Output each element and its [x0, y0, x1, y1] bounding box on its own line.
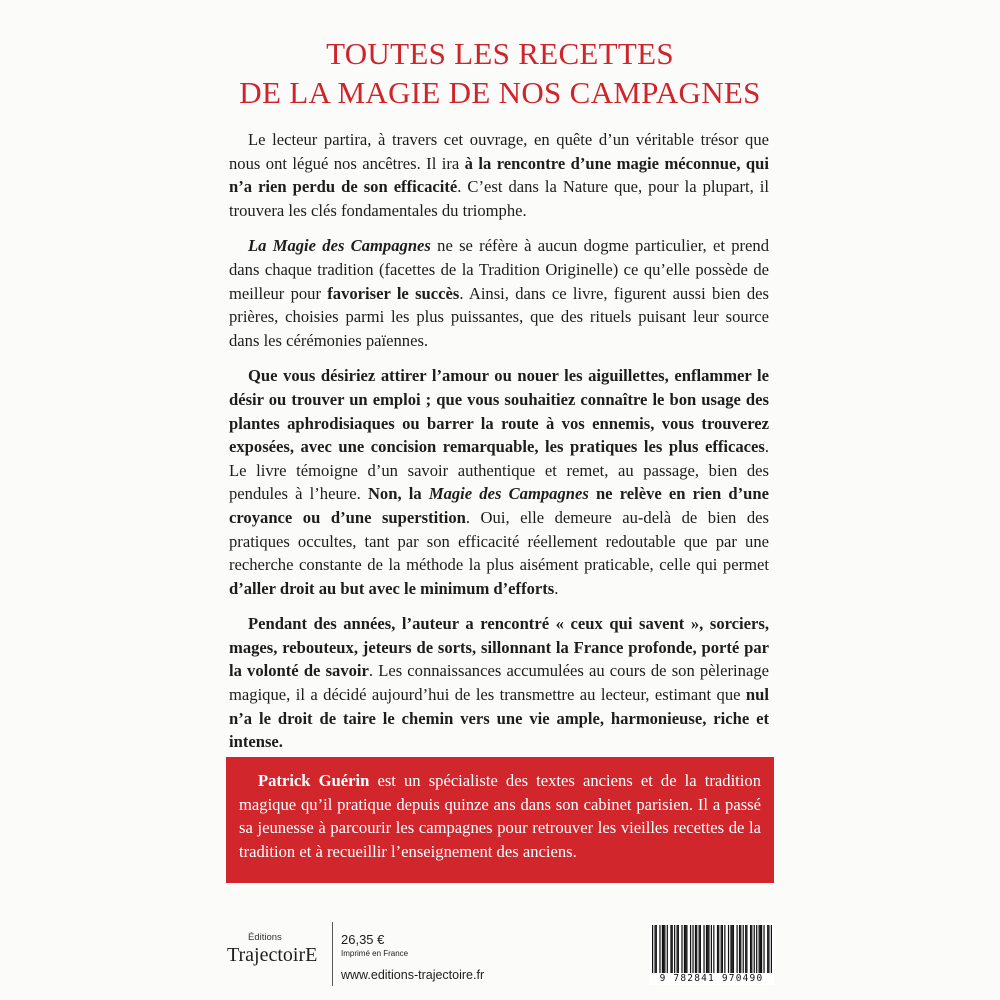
blurb-paragraph: Le lecteur partira, à travers cet ouvrage, en quête d’un véritable trésor que nous ont légué nos ancêtres. Il ira à la rencontre d’une magie méconnue, qui n’a rien perdu de son efficacité. C’est dans la Nature que, pour la plupart, il trouvera les clés fondamentales du triomphe. [229, 130, 770, 220]
barcode-bar [739, 925, 740, 973]
barcode-bar [754, 925, 755, 973]
barcode-bar [707, 925, 708, 973]
barcode-bar [670, 925, 671, 973]
blurb-paragraph: Que vous désiriez attirer l’amour ou nouer les aiguillettes, enflammer le désir ou trouver un emploi ; que vous souhaitiez connaître le bon usage des plantes aphrodisiaques ou barrer la route à vos ennemis, vous trouverez exposées, avec une concision remarquable, les pratiques les plus efficaces. Le livre témoigne d’un savoir authentique et remet, au passage, bien des pendules à l’heure. Non, la Magie des Campagnes ne relève en rien d’une croyance ou d’une superstition. Oui, elle demeure au-delà de bien des pratiques occultes, tant par son efficacité réellement redoutable que par une recherche constante de la méthode la plus aisément praticable, celle qui permet d’aller droit au but avec le minimum d’efforts. [229, 366, 769, 598]
blurb-text [229, 128, 769, 766]
barcode-bar [751, 925, 752, 973]
barcode-bar [654, 925, 655, 973]
divider [332, 922, 333, 986]
barcode-bar [692, 925, 693, 973]
barcode-bar [708, 925, 709, 973]
author-bio-text: Patrick Guérin est un spécialiste des textes anciens et de la tradition magique qu’il pratique depuis quinze ans dans son cabinet parisien. Il a passé sa jeunesse à parcourir les campagnes pour retrouver les vieilles recettes de la tradition et à recueillir l’enseignement des anciens. [239, 771, 761, 861]
barcode-bar [667, 925, 668, 973]
barcode-bar [696, 925, 697, 973]
barcode-bar [745, 925, 746, 973]
barcode-bar [732, 925, 733, 973]
barcode-bar [685, 925, 686, 973]
barcode-bar [676, 925, 677, 973]
cover-headline [0, 34, 1000, 112]
publisher-logo [227, 932, 327, 982]
barcode-bar [767, 925, 768, 973]
isbn-barcode [649, 923, 774, 985]
barcode-bar [730, 925, 731, 973]
price-block [341, 932, 484, 983]
barcode-bar [761, 925, 762, 973]
barcode-bar [713, 925, 714, 973]
price: 26,35 € [341, 932, 385, 947]
barcode-bar [740, 925, 741, 973]
barcode-bar [724, 925, 725, 973]
barcode-bar [664, 925, 665, 973]
barcode-bar [706, 925, 707, 973]
barcode-bar [743, 925, 744, 973]
barcode-bar [733, 925, 734, 973]
barcode-bar [684, 925, 685, 973]
isbn-number: 9 782841 970490 [649, 973, 774, 985]
barcode-bar [721, 925, 722, 973]
barcode-bar [678, 925, 679, 973]
barcode-bar [656, 925, 657, 973]
barcode-bar [672, 925, 673, 973]
barcode-bar [722, 925, 723, 973]
barcode-bar [663, 925, 664, 973]
barcode-bar [686, 925, 687, 973]
barcode-bar [760, 925, 761, 973]
barcode-bar [771, 925, 772, 973]
headline-line-2: DE LA MAGIE DE NOS CAMPAGNES [239, 75, 761, 110]
barcode-bars [649, 923, 774, 975]
barcode-bar [728, 925, 729, 973]
publisher-brand: TrajectoirE [227, 944, 318, 966]
barcode-bar [759, 925, 760, 973]
barcode-bar [768, 925, 769, 973]
barcode-bar [659, 925, 660, 973]
barcode-bar [674, 925, 675, 973]
barcode-bar [703, 925, 704, 973]
barcode-bar [750, 925, 751, 973]
barcode-bar [718, 925, 719, 973]
blurb-paragraph: La Magie des Campagnes ne se réfère à aucun dogme particulier, et prend dans chaque tradition (facettes de la Tradition Originelle) ce qu’elle possède de meilleur pour favoriser le succès. Ainsi, dans ce livre, figurent aussi bien des prières, choisies parmi les plus puissantes, que des rituels puisant leur source dans les cérémonies païennes. [229, 236, 769, 350]
barcode-bar [695, 925, 696, 973]
barcode-bar [746, 925, 747, 973]
publisher-editions-label: Éditions [248, 932, 282, 943]
printed-in-label: Imprimé en France [341, 949, 409, 958]
barcode-bar [662, 925, 663, 973]
blurb-paragraph: Pendant des années, l’auteur a rencontré « ceux qui savent », sorciers, mages, rebouteux, jeteurs de sorts, sillonnant la France profonde, porté par la volonté de savoir. Les connaissances accumulées au cours de son pèlerinage magique, il a décidé aujourd’hui de les transmettre au lecteur, estimant que nul n’a le droit de taire le chemin vers une vie ample, harmonieuse, riche et intense. [229, 614, 769, 752]
barcode-bar [711, 925, 712, 973]
barcode-bar [756, 925, 757, 973]
barcode-bar [717, 925, 718, 973]
barcode-bar [763, 925, 764, 973]
author-bio-box [226, 757, 774, 883]
barcode-bar [690, 925, 691, 973]
barcode-bar [652, 925, 653, 973]
barcode-bar [700, 925, 701, 973]
barcode-bar [681, 925, 682, 973]
publisher-website: www.editions-trajectoire.fr [341, 968, 485, 982]
barcode-bar [699, 925, 700, 973]
headline-line-1: TOUTES LES RECETTES [326, 36, 674, 71]
barcode-bar [736, 925, 737, 973]
